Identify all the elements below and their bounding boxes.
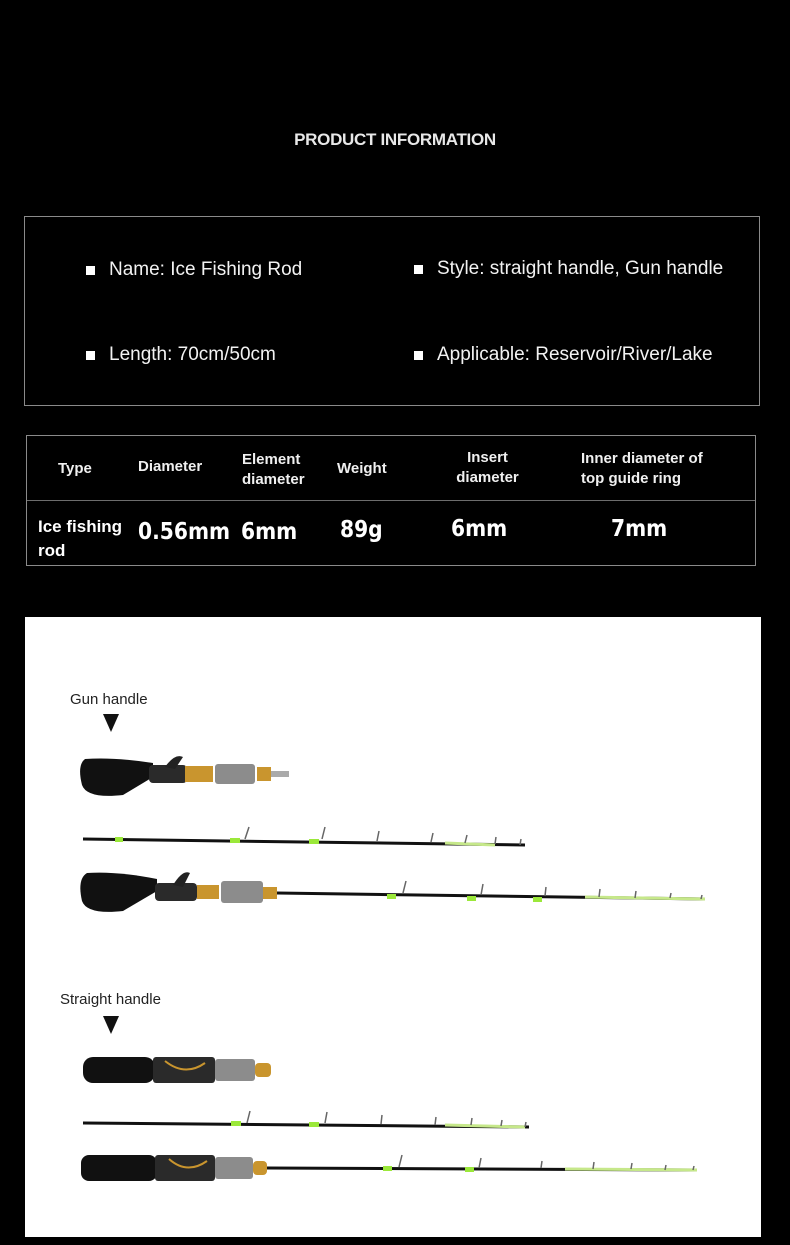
cell-weight: 89g (340, 517, 383, 543)
header-type: Type (58, 460, 92, 477)
table-divider (27, 500, 755, 501)
info-name-text: Name: Ice Fishing Rod (109, 259, 303, 280)
bullet-square-icon (414, 265, 423, 274)
info-applicable-text: Applicable: Reservoir/River/Lake (437, 344, 713, 365)
gun-handle-rod-icon (80, 872, 705, 912)
info-length-text: Length: 70cm/50cm (109, 344, 276, 365)
header-diameter: Diameter (138, 458, 203, 475)
header-top-ring: Inner diameter of top guide ring (581, 450, 703, 487)
straight-handle-rod-icon (81, 1155, 697, 1181)
bullet-square-icon (86, 351, 95, 360)
bullet-square-icon (414, 351, 423, 360)
cell-element-diameter: 6mm (241, 519, 298, 545)
gun-handle-icon (80, 756, 289, 796)
product-photo (25, 617, 761, 1237)
rod-illustrations (25, 617, 761, 1237)
page-title: PRODUCT INFORMATION (294, 130, 496, 149)
cell-top-ring: 7mm (611, 516, 668, 542)
info-name (86, 259, 302, 281)
bullet-square-icon (86, 266, 95, 275)
straight-handle-label: Straight handle (60, 991, 161, 1008)
rod-blank-icon (83, 1111, 529, 1127)
info-style (414, 258, 723, 280)
header-element-diameter: Element diameter (242, 451, 305, 488)
cell-insert-diameter: 6mm (451, 516, 508, 542)
info-box (24, 216, 760, 406)
gun-handle-label: Gun handle (70, 691, 148, 708)
rod-blank-icon (83, 827, 525, 845)
header-weight: Weight (337, 460, 387, 477)
info-length (86, 344, 276, 366)
spec-table (26, 435, 756, 566)
header-insert-diameter: Insert diameter (456, 449, 519, 486)
straight-handle-icon (83, 1057, 271, 1083)
cell-diameter: 0.56mm (138, 519, 231, 545)
cell-type: Ice fishing rod (38, 517, 123, 560)
info-applicable (414, 344, 713, 366)
info-style-text: Style: straight handle, Gun handle (437, 258, 724, 279)
